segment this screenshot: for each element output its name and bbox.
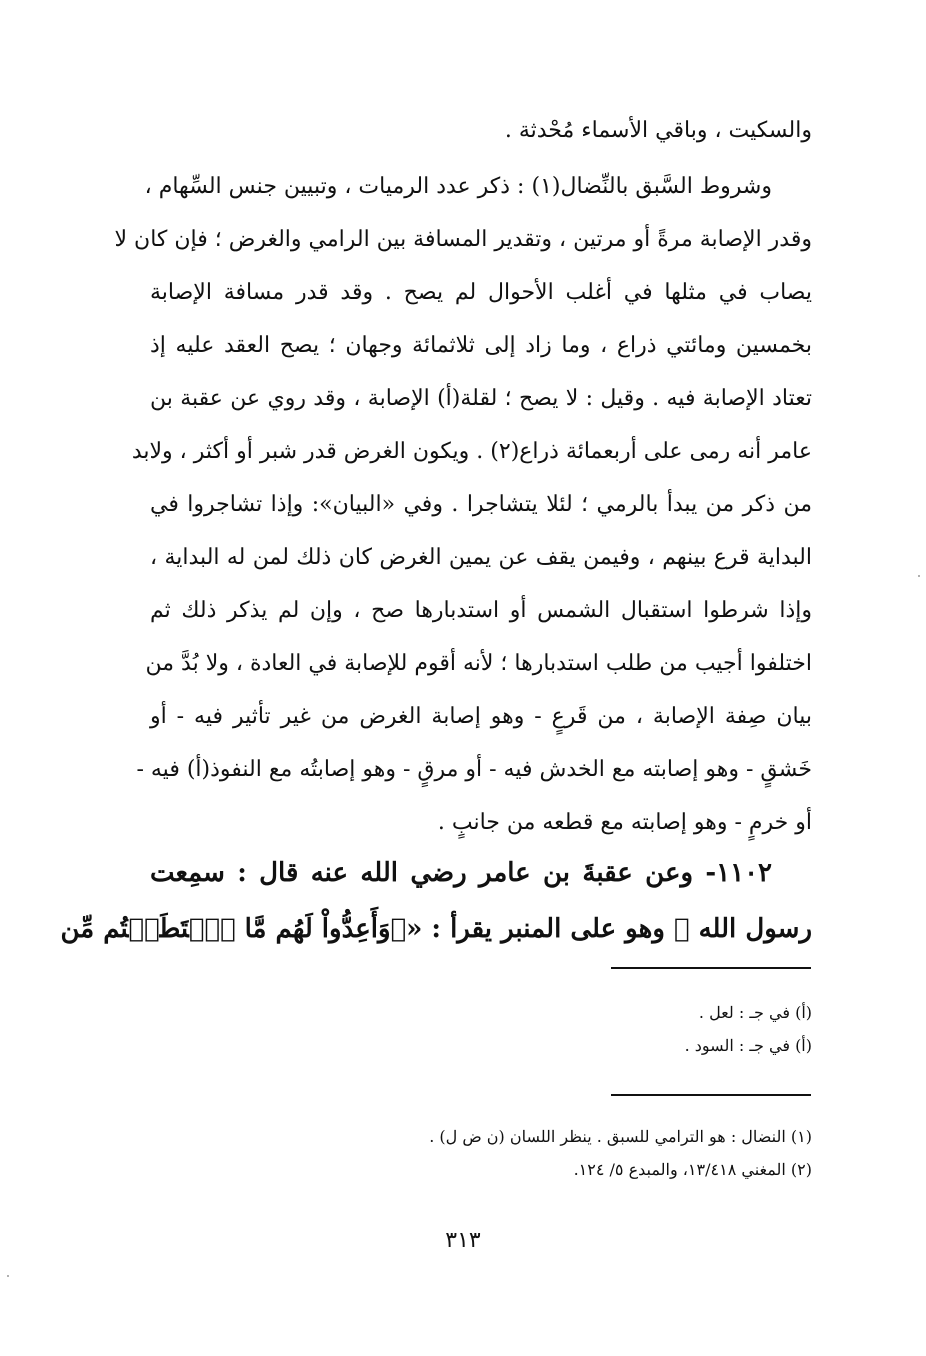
hadith-heading <box>60 845 812 957</box>
text-line: من ذكر من يبدأ بالرمي ؛ لئلا يتشاجرا . وفي «البيان»: وإذا تشاجروا في <box>150 492 812 517</box>
text-line: أو خرمٍ - وهو إصابته مع قطعه من جانبٍ . <box>437 810 812 835</box>
text-line: وشروط السَّبق بالنِّضال(١) : ذكر عدد الرميات ، وتبيين جنس السِّهام ، <box>144 174 772 199</box>
footnote-divider <box>611 1094 811 1096</box>
text-line: عامر أنه رمى على أربعمائة ذراع(٢) . ويكون الغرض قدر شبر أو أكثر ، ولابد <box>131 439 812 464</box>
scan-speck <box>7 1275 9 1277</box>
text-line: بيان صِفة الإصابة ، من قَرعٍ - وهو إصابة الغرض من غير تأثير فيه - أو <box>150 704 812 729</box>
text-line: اختلفوا أجيب من طلب استدبارها ؛ لأنه أقوم للإصابة في العادة ، ولا بُدَّ من <box>145 651 812 676</box>
footnote: (١) النضال : هو الترامي للسبق . ينظر اللسان (ن ض ل) . <box>429 1127 812 1146</box>
body-text-top <box>150 104 812 157</box>
footnote: (٢) المغني ١٣/٤١٨، والمبدع ٥/ ١٢٤. <box>573 1160 812 1179</box>
scan-speck <box>918 575 920 577</box>
text-line: خَشقٍ - وهو إصابته مع الخدش فيه - أو مرقٍ - وهو إصابتُه مع النفوذ(أ) فيه - <box>136 757 812 782</box>
footnote-divider <box>611 967 811 969</box>
variant-note: (أ) في جـ : لعل . <box>698 1003 812 1022</box>
body-paragraph <box>114 160 812 849</box>
text-line: تعتاد الإصابة فيه . وقيل : لا يصح ؛ لقلة(أ) الإصابة ، وقد روي عن عقبة بن <box>150 386 812 411</box>
hadith-line: رسول الله ﷺ وهو على المنبر يقرأ : «﴿وَأَعِدُّواْ لَهُم مَّا ٱسۡتَطَعۡتُم مِّن <box>60 914 812 944</box>
variant-note: (أ) في جـ : السود . <box>684 1036 812 1055</box>
variant-notes <box>685 996 812 1062</box>
hadith-line: ١١٠٢- وعن عقبةَ بن عامر رضي الله عنه قال : سمِعت <box>150 858 772 888</box>
text-line: البداية قرع بينهم ، وفيمن يقف عن يمين الغرض كان ذلك لمن له البداية ، <box>150 545 812 570</box>
text-line: وإذا شرطوا استقبال الشمس أو استدبارها صح ، وإن لم يذكر ذلك ثم <box>150 598 812 623</box>
page-number: ٣١٣ <box>445 1228 481 1253</box>
text-line: وقدر الإصابة مرةً أو مرتين ، وتقدير المسافة بين الرامي والغرض ؛ فإن كان لا <box>114 227 812 252</box>
text-line: بخمسين ومائتي ذراع ، وما زاد إلى ثلاثمائة وجهان ؛ يصح العقد عليه إذ <box>150 333 812 358</box>
text-line: يصاب في مثلها في أغلب الأحوال لم يصح . وقد قدر مسافة الإصابة <box>150 280 812 305</box>
footnotes <box>429 1120 812 1186</box>
text-line: والسكيت ، وباقي الأسماء مُحْدثة . <box>504 118 812 143</box>
